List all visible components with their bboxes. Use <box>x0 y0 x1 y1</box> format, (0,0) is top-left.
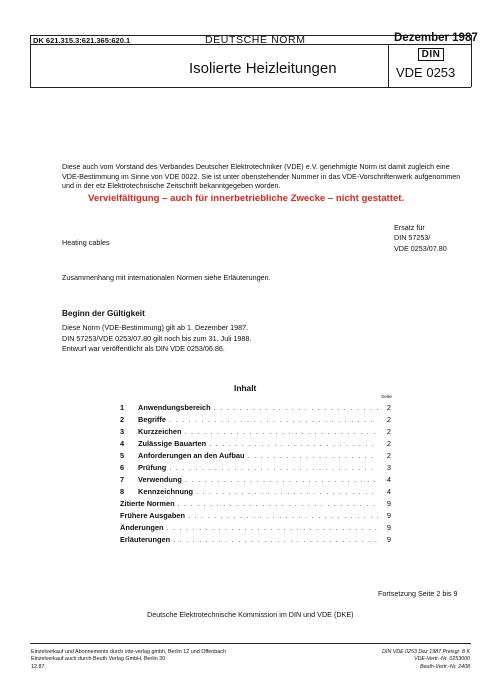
toc-entry-number: 6 <box>120 463 125 472</box>
replacement-line: Ersatz für <box>394 223 425 232</box>
toc-entry <box>120 451 391 463</box>
toc-entry-page: 9 <box>386 499 391 508</box>
toc-leader-dots <box>185 427 378 436</box>
toc-entry-page: 9 <box>386 511 391 520</box>
footer-line: VDE-Vertr.-Nr. 0253000 <box>414 656 470 663</box>
issue-date: Dezember 1987 <box>394 32 478 44</box>
validity-line: DIN 57253/VDE 0253/07.80 gilt noch bis zum 31. Juli 1988. <box>62 333 252 343</box>
toc-entry-number: 1 <box>120 403 125 412</box>
toc-leader-dots <box>214 403 378 412</box>
toc-entry-page: 2 <box>386 415 391 424</box>
toc-entry-page: 9 <box>386 523 391 532</box>
toc-entry-title: Anforderungen an den Aufbau <box>138 451 245 460</box>
header-divider <box>388 44 389 87</box>
toc-entry-title: Zulässige Bauarten <box>138 439 207 448</box>
toc-entry <box>120 415 391 427</box>
toc-entry-page: 9 <box>386 535 391 544</box>
footer-line: Beuth-Vertr.-Nr. 2408 <box>419 663 470 670</box>
toc-entry-title: Frühere Ausgaben <box>120 511 186 520</box>
header-left-border <box>30 35 31 87</box>
toc-entry-number: 8 <box>120 487 125 496</box>
toc-entry-title: Änderungen <box>120 523 164 532</box>
toc-heading: Inhalt <box>234 383 257 393</box>
validity-line: Entwurf war veröffentlicht als DIN VDE 0253/06.86. <box>62 344 225 354</box>
toc-entry <box>120 463 391 475</box>
toc-entry-title: Begriffe <box>138 415 166 424</box>
footer-line: Einzelverkauf auch durch Beuth Verlag GmbH, Berlin 30 <box>31 656 166 663</box>
validity-heading: Beginn der Gültigkeit <box>62 309 145 318</box>
footer-order-info <box>340 649 470 671</box>
validity-text <box>62 323 251 355</box>
toc-entry-page: 2 <box>386 427 391 436</box>
toc-entry-page: 2 <box>386 403 391 412</box>
toc-leader-dots <box>169 415 378 424</box>
toc-entry-page: 3 <box>386 463 391 472</box>
toc-entry-page: 4 <box>386 475 391 484</box>
toc-entry <box>120 487 391 499</box>
dk-number: DK 621.315.3:621.365:620.1 <box>33 36 131 45</box>
toc-entry-page: 4 <box>386 487 391 496</box>
commission-name: Deutsche Elektrotechnische Kommission im DIN und VDE (DKE) <box>147 610 354 619</box>
din-logo: DIN <box>418 48 444 61</box>
toc-entry <box>120 439 391 451</box>
international-note: Zusammenhang mit internationalen Normen siehe Erläuterungen. <box>62 273 271 282</box>
validity-line: Diese Norm (VDE-Bestimmung) gilt ab 1. Dezember 1987. <box>62 323 249 332</box>
vde-number: VDE 0253 <box>396 65 456 80</box>
standard-type: DEUTSCHE NORM <box>205 34 306 46</box>
table-of-contents <box>120 403 391 547</box>
footer-line: DIN VDE 0253 Dez 1987 Preisgr. 8 K <box>382 649 470 655</box>
toc-entry <box>120 499 391 511</box>
footer-line: 12.87 <box>31 663 45 670</box>
toc-entry <box>120 523 391 535</box>
toc-entry-title: Erläuterungen <box>120 535 171 544</box>
document-title: Isolierte Heizleitungen <box>189 60 337 77</box>
toc-leader-dots <box>209 439 378 448</box>
reproduction-warning: Vervielfältigung – auch für innerbetriebliche Zwecke – nicht gestattet. <box>88 193 405 204</box>
toc-leader-dots <box>247 451 378 460</box>
toc-entry-title: Zitierte Normen <box>120 499 175 508</box>
toc-entry <box>120 535 391 547</box>
toc-entry-page: 2 <box>386 451 391 460</box>
toc-entry-title: Anwendungsbereich <box>138 403 211 412</box>
toc-entry-title: Verwendung <box>138 475 182 484</box>
toc-entry <box>120 403 391 415</box>
toc-entry <box>120 475 391 487</box>
footer-rule <box>30 643 471 644</box>
toc-leader-dots <box>188 511 378 520</box>
footer-publisher <box>31 649 226 671</box>
toc-entry-title: Kennzeichnung <box>138 487 194 496</box>
english-title: Heating cables <box>62 238 110 247</box>
header-bottom-rule <box>30 87 471 88</box>
toc-entry-title: Kurzzeichen <box>138 427 182 436</box>
replacement-note <box>394 223 447 254</box>
toc-leader-dots <box>169 463 378 472</box>
toc-leader-dots <box>185 475 378 484</box>
toc-entry <box>120 427 391 439</box>
replacement-line: VDE 0253/07.80 <box>394 243 447 253</box>
toc-entry-number: 7 <box>120 475 125 484</box>
toc-leader-dots <box>178 499 378 508</box>
replacement-line: DIN 57253/ <box>394 233 431 243</box>
continuation-note: Fortsetzung Seite 2 bis 9 <box>378 589 458 598</box>
toc-leader-dots <box>167 523 378 532</box>
footer-line: Einzelverkauf und Abonnements durch vde-verlag gmbh, Berlin 12 und Offenbach <box>31 649 226 655</box>
toc-entry-number: 3 <box>120 427 125 436</box>
toc-entry <box>120 511 391 523</box>
toc-entry-title: Prüfung <box>138 463 167 472</box>
toc-entry-number: 2 <box>120 415 125 424</box>
toc-entry-page: 2 <box>386 439 391 448</box>
toc-entry-number: 4 <box>120 439 125 448</box>
toc-entry-number: 5 <box>120 451 125 460</box>
toc-leader-dots <box>196 487 378 496</box>
toc-leader-dots <box>173 535 378 544</box>
intro-text: Diese auch vom Vorstand des Verbandes Deutscher Elektrotechniker (VDE) e.V. genehmigte Norm ist damit zugleich eine VDE-Bestimmung im Sinne von VDE 0022. Sie ist unter obenstehender Nummer in das VDE-Vorschriftenwerk aufgenommen und in der etz Elektrotechnische Zeitschrift bekanntgegeben worden. <box>62 162 461 191</box>
toc-page-header: Seite <box>381 395 392 400</box>
